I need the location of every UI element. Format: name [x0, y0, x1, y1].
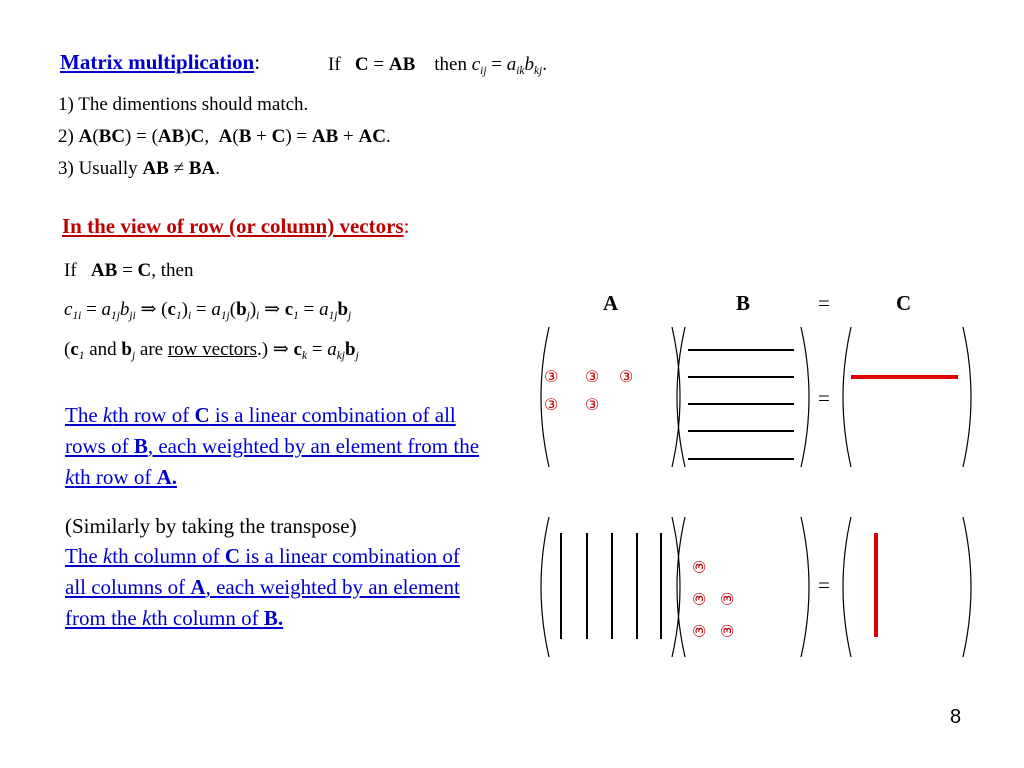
marker-row-3: ③ [619, 369, 634, 386]
rv2-implies: ⇒ [140, 299, 157, 320]
rv2-c3: c [284, 299, 294, 320]
p3-prefix: 3) Usually [58, 158, 138, 179]
p2-ab: AB [157, 126, 185, 147]
ce-t5: th column of [151, 606, 264, 630]
re-t4: , each weighted by an element from the [147, 434, 480, 458]
p2-rp3: ) [285, 126, 292, 147]
ce-k2: k [141, 606, 152, 630]
p2-rp2: ) [184, 126, 191, 147]
rv2-c-sub: 1i [72, 309, 82, 322]
p2-b: B [238, 126, 252, 147]
p2-c: C [190, 126, 205, 147]
p2-num: 2) [58, 126, 74, 147]
p2-plus2: + [343, 126, 354, 147]
rv3-a-sub: kj [336, 349, 345, 362]
label-c: C [896, 291, 912, 315]
rv3-b-sub: j [131, 349, 136, 362]
section-colon: : [403, 214, 410, 238]
ce-t1: The [65, 544, 103, 568]
section-title: In the view of row (or column) vectors [62, 214, 404, 238]
page-number: 8 [950, 706, 962, 728]
rv3-are: are [139, 339, 164, 360]
rv2-lp2: ( [229, 299, 237, 320]
c-subscript: ij [480, 64, 487, 77]
equals-sign-2: = [491, 54, 502, 75]
label-equals: = [818, 291, 830, 315]
ce-t4: , each weighted by an element from the [65, 575, 460, 630]
label-a: A [603, 291, 619, 315]
re-k1: k [102, 403, 113, 427]
marker-col-3: ③ [720, 591, 737, 606]
p2-bc: BC [98, 126, 126, 147]
ce-b: B. [263, 606, 284, 630]
rv3-row-vectors: row vectors [167, 339, 258, 360]
p3-end: . [215, 158, 220, 179]
rv2-bvec: b [236, 299, 247, 320]
re-a: A. [156, 465, 177, 489]
equals-sign: = [373, 54, 385, 75]
p2-eq2: = [296, 126, 308, 147]
rv2-b-sub: ji [129, 309, 136, 322]
rv3-ck-sub: k [301, 349, 308, 362]
rv3-bj: b [344, 339, 356, 360]
b-symbol: b [524, 54, 534, 75]
rv1-if: If [64, 260, 77, 281]
rv3-implies: ⇒ [272, 339, 289, 360]
property-1: 1) The dimentions should match. [58, 94, 309, 115]
matrix-ab: AB [388, 54, 416, 75]
marker-col-1: ③ [692, 559, 709, 574]
then-word: then [434, 54, 467, 75]
rv2-cvec-sub: 1 [175, 309, 182, 322]
p3-ba: BA [188, 158, 216, 179]
rv2-eq: = [86, 299, 97, 320]
rv2-a2: a [211, 299, 221, 320]
bracket-b2-right [801, 517, 809, 657]
re-k2: k [65, 465, 75, 489]
rv3-and: and [89, 339, 117, 360]
rv2-b: b [119, 299, 130, 320]
rv3-b: b [121, 339, 132, 360]
p2-end: . [385, 126, 391, 147]
marker-row-4: ③ [544, 397, 559, 414]
p2-lp: ( [92, 126, 99, 147]
p2-ac: AC [358, 126, 386, 147]
p2-eq: = [136, 126, 147, 147]
rv3-c-sub: 1 [78, 349, 85, 362]
bracket-a2-left [541, 517, 549, 657]
rv1-eq: = [122, 260, 133, 281]
marker-row-5: ③ [585, 397, 600, 414]
re-t5: th row of [74, 465, 157, 489]
marker-col-4: ③ [692, 623, 709, 638]
re-c: C [194, 403, 210, 427]
marker-col-5: ③ [720, 623, 737, 638]
p3-ab: AB [142, 158, 169, 179]
p2-lp2: ( [151, 126, 158, 147]
p2-lp3: ( [232, 126, 239, 147]
bracket-c-right [963, 327, 971, 467]
p2-a2: A [218, 126, 233, 147]
bracket-b-left [677, 327, 685, 467]
matrix-c: C [354, 54, 369, 75]
rv2-bvec-sub: j [246, 309, 250, 322]
rv3-lp: ( [64, 339, 71, 360]
label-b: B [736, 291, 751, 315]
ce-t3: is a linear combination of all columns of [65, 544, 460, 599]
rv2-cvec: c [167, 299, 176, 320]
rv2-sub-i: i [187, 309, 192, 322]
rv1-rest: , then [151, 260, 194, 281]
rv2-rp: ) [181, 299, 188, 320]
rv2-lp: ( [161, 299, 168, 320]
rv2-implies2: ⇒ [264, 299, 280, 320]
bracket-c2-right [963, 517, 971, 657]
ce-c: C [224, 544, 240, 568]
re-t3: is a linear combination of all rows of [65, 403, 456, 458]
p2-rp: ) [125, 126, 132, 147]
rv2-rp2: ) [249, 299, 257, 320]
rv3-a: a [327, 339, 337, 360]
p2-a: A [78, 126, 93, 147]
rv2-a: a [101, 299, 112, 320]
marker-row-1: ③ [544, 369, 559, 386]
ce-a: A [190, 575, 206, 599]
re-t1: The [65, 403, 103, 427]
rv2-eq3: = [303, 299, 315, 320]
b-subscript: kj [533, 64, 543, 77]
ce-k1: k [102, 544, 113, 568]
bracket-a-right [672, 327, 680, 467]
if-word: If [328, 54, 341, 75]
title-colon: : [254, 50, 261, 74]
rv3-ck: c [293, 339, 302, 360]
rv1-ab: AB [90, 260, 118, 281]
slide-title: Matrix multiplication [60, 50, 255, 74]
rv3-eq: = [311, 339, 323, 360]
period: . [542, 54, 547, 75]
p2-comma: , [204, 126, 210, 147]
p2-ab2: AB [311, 126, 339, 147]
rv3-c: c [70, 339, 79, 360]
marker-row-2: ③ [585, 369, 600, 386]
p3-neq: ≠ [173, 158, 185, 179]
rv2-a3-sub: 1j [328, 309, 338, 322]
rv2-a3: a [319, 299, 329, 320]
rv2-c3-sub: 1 [293, 309, 299, 322]
rv2-c: c [64, 299, 73, 320]
a-symbol: a [506, 54, 517, 75]
rv2-b3-sub: j [348, 309, 352, 322]
bracket-c2-left [843, 517, 851, 657]
a-subscript: ik [516, 64, 525, 77]
rv2-a2-sub: 1j [220, 309, 230, 322]
bracket-b2-left [677, 517, 685, 657]
row-diagram-equals: = [818, 386, 830, 410]
rv2-a-sub: 1j [111, 309, 120, 322]
bracket-b-right [801, 327, 809, 467]
re-t2: th row of [112, 403, 195, 427]
rv3-bj-sub: j [355, 349, 359, 362]
p2-c2: C [271, 126, 286, 147]
ce-t2: th column of [112, 544, 225, 568]
rv3-end: .) [257, 339, 269, 360]
p2-plus: + [256, 126, 267, 147]
rv2-b3: b [337, 299, 349, 320]
rv1-c: C [137, 260, 152, 281]
column-intro: (Similarly by taking the transpose) [65, 514, 357, 538]
col-diagram-equals: = [818, 573, 830, 597]
bracket-a2-right [672, 517, 680, 657]
marker-col-2: ③ [692, 591, 709, 606]
rv2-sub-i2: i [256, 309, 260, 322]
re-b: B [133, 434, 148, 458]
rv2-eq2: = [195, 299, 207, 320]
bracket-c-left [843, 327, 851, 467]
c-symbol: c [471, 54, 481, 75]
